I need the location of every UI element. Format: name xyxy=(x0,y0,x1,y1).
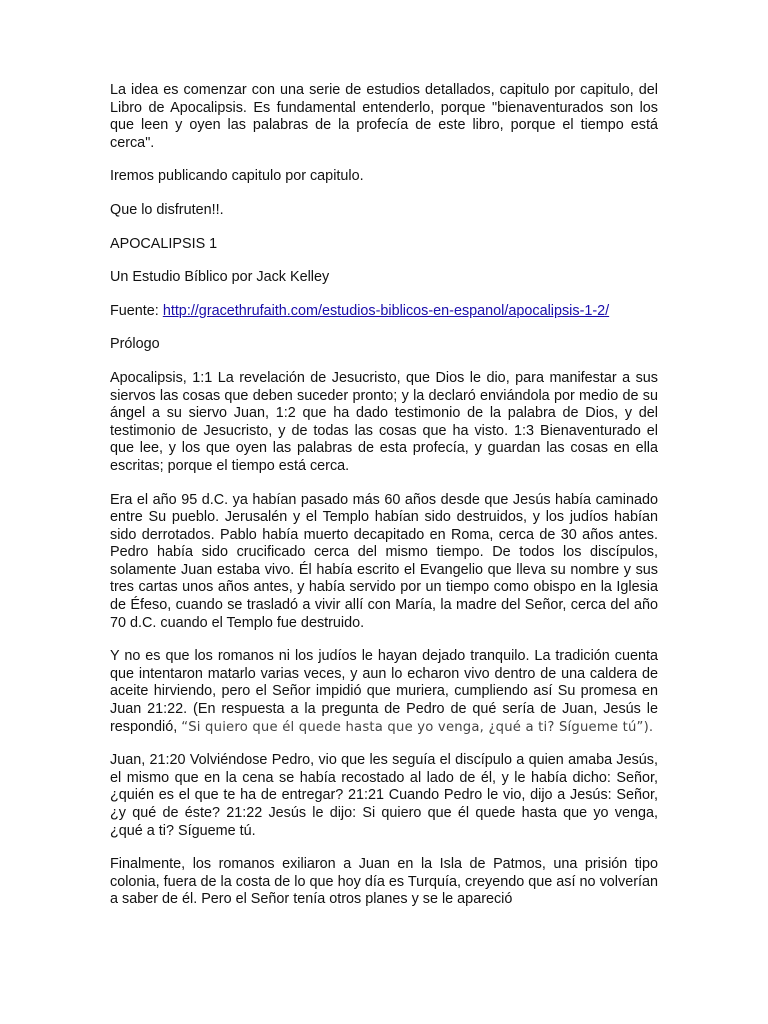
paragraph-revelation: Apocalipsis, 1:1 La revelación de Jesucristo, que Dios le dio, para manifestar a sus siervos las cosas que deben suceder pronto; y la declaró enviándola por medio de su ángel a su siervo Juan, 1:2 que ha dado testimonio de la palabra de Dios, y del testimonio de Jesucristo, y de todas las cosas que ha visto. 1:3 Bienaventurado el que lee, y los que oyen las palabras de esta profecía, y guardan las cosas en ella escritas; porque el tiempo está cerca. xyxy=(110,369,658,474)
document-page xyxy=(110,82,658,925)
paragraph-history: Era el año 95 d.C. ya habían pasado más 60 años desde que Jesús había caminado entre Su pueblo. Jerusalén y el Templo habían sido destruidos, y los judíos habían sido derrotados. Pablo había muerto decapitado en Roma, cerca de 30 años antes. Pedro había sido crucificado cerca del mismo tiempo. De todos los discípulos, solamente Juan estaba vivo. Él había escrito el Evangelio que lleva su nombre y sus tres cartas unos años antes, y había servido por un tiempo como obispo en la Iglesia de Éfeso, cuando se trasladó a vivir allí con María, la madre del Señor, cerca del año 70 d.C. cuando el Templo fue destruido. xyxy=(110,491,658,631)
source-label: Fuente: xyxy=(110,302,163,319)
paragraph-patmos: Finalmente, los romanos exiliaron a Juan en la Isla de Patmos, una prisión tipo colonia, fuera de la costa de lo que hoy día es Turquía, creyendo que así no volverían a saber de él. Pero el Señor tenía otros planes y se le apareció xyxy=(110,856,658,908)
jesus-quote: “Si quiero que él quede hasta que yo venga, ¿qué a ti? Sígueme tú”). xyxy=(181,719,654,735)
paragraph-juan-21: Juan, 21:20 Volviéndose Pedro, vio que les seguía el discípulo a quien amaba Jesús, el mismo que en la cena se había recostado al lado de él, y le había dicho: Señor, ¿quién es el que te ha de entregar? 21:21 Cuando Pedro le vio, dijo a Jesús: Señor, ¿y qué de éste? 21:22 Jesús le dijo: Si quiero que él quede hasta que yo venga, ¿qué a ti? Sígueme tú. xyxy=(110,752,658,839)
source-line xyxy=(110,303,658,321)
intro-paragraph: La idea es comenzar con una serie de estudios detallados, capitulo por capitulo, del Libro de Apocalipsis. Es fundamental entenderlo, porque "bienaventurados son los que leen y oyen las palabras de la profecía de este libro, porque el tiempo está cerca". xyxy=(110,82,658,151)
source-link[interactable]: http://gracethrufaith.com/estudios-biblicos-en-espanol/apocalipsis-1-2/ xyxy=(162,302,610,319)
chapter-heading: APOCALIPSIS 1 xyxy=(110,235,218,252)
tradition-text: Y no es que los romanos ni los judíos le hayan dejado tranquilo. La tradición cuenta que intentaron matarlo varias veces, y aun lo echaron vivo dentro de una caldera de aceite hirviendo, pero el Señor impidió que muriera, cumpliendo así Su promesa en Juan 21:22. (En respuesta a la pregunta de Pedro de qué sería de Juan, Jesús le respondió, xyxy=(110,648,658,735)
byline: Un Estudio Bíblico por Jack Kelley xyxy=(110,269,330,286)
paragraph-tradition xyxy=(110,648,658,736)
publishing-note: Iremos publicando capitulo por capitulo. xyxy=(110,168,364,185)
enjoy-note: Que lo disfruten!!. xyxy=(110,201,224,218)
section-title: Prólogo xyxy=(110,336,160,353)
